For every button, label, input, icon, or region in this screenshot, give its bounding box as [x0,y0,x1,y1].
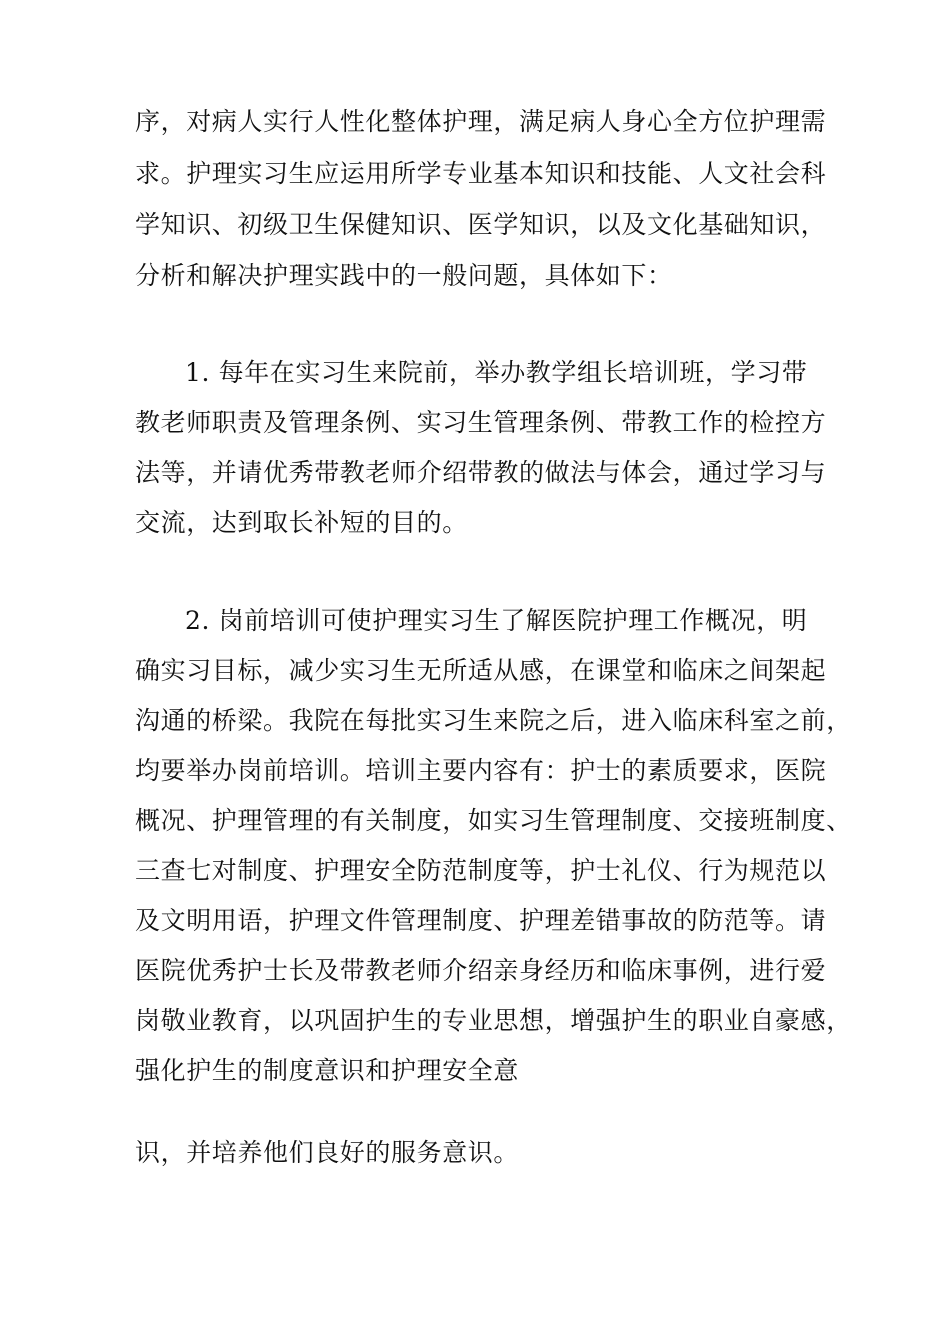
text-line: 均要举办岗前培训。培训主要内容有：护士的素质要求，医院 [135,756,827,785]
text-line: 1. 每年在实习生来院前，举办教学组长培训班，学习带 [185,358,808,387]
text-line: 识，并培养他们良好的服务意识。 [135,1138,520,1167]
text-line: 法等，并请优秀带教老师介绍带教的做法与体会，通过学习与 [135,458,827,487]
text-line: 三查七对制度、护理安全防范制度等，护士礼仪、行为规范以 [135,856,827,885]
text-line: 学知识、初级卫生保健知识、医学知识，以及文化基础知识， [135,210,827,239]
text-line: 分析和解决护理实践中的一般问题，具体如下： [135,261,673,290]
text-line: 序，对病人实行人性化整体护理，满足病人身心全方位护理需 [135,107,827,136]
text-line: 及文明用语，护理文件管理制度、护理差错事故的防范等。请 [135,906,827,935]
text-line: 医院优秀护士长及带教老师介绍亲身经历和临床事例，进行爱 [135,956,827,985]
text-line: 岗敬业教育，以巩固护生的专业思想，增强护生的职业自豪感， [135,1006,852,1035]
text-line: 确实习目标，减少实习生无所适从感，在课堂和临床之间架起 [135,656,827,685]
text-line: 求。护理实习生应运用所学专业基本知识和技能、人文社会科 [135,159,827,188]
text-line: 强化护生的制度意识和护理安全意 [135,1056,520,1085]
text-line: 交流，达到取长补短的目的。 [135,508,468,537]
text-line: 2. 岗前培训可使护理实习生了解医院护理工作概况，明 [185,606,808,635]
text-line: 沟通的桥梁。我院在每批实习生来院之后，进入临床科室之前， [135,706,852,735]
text-line: 教老师职责及管理条例、实习生管理条例、带教工作的检控方 [135,408,827,437]
text-line: 概况、护理管理的有关制度，如实习生管理制度、交接班制度、 [135,806,852,835]
